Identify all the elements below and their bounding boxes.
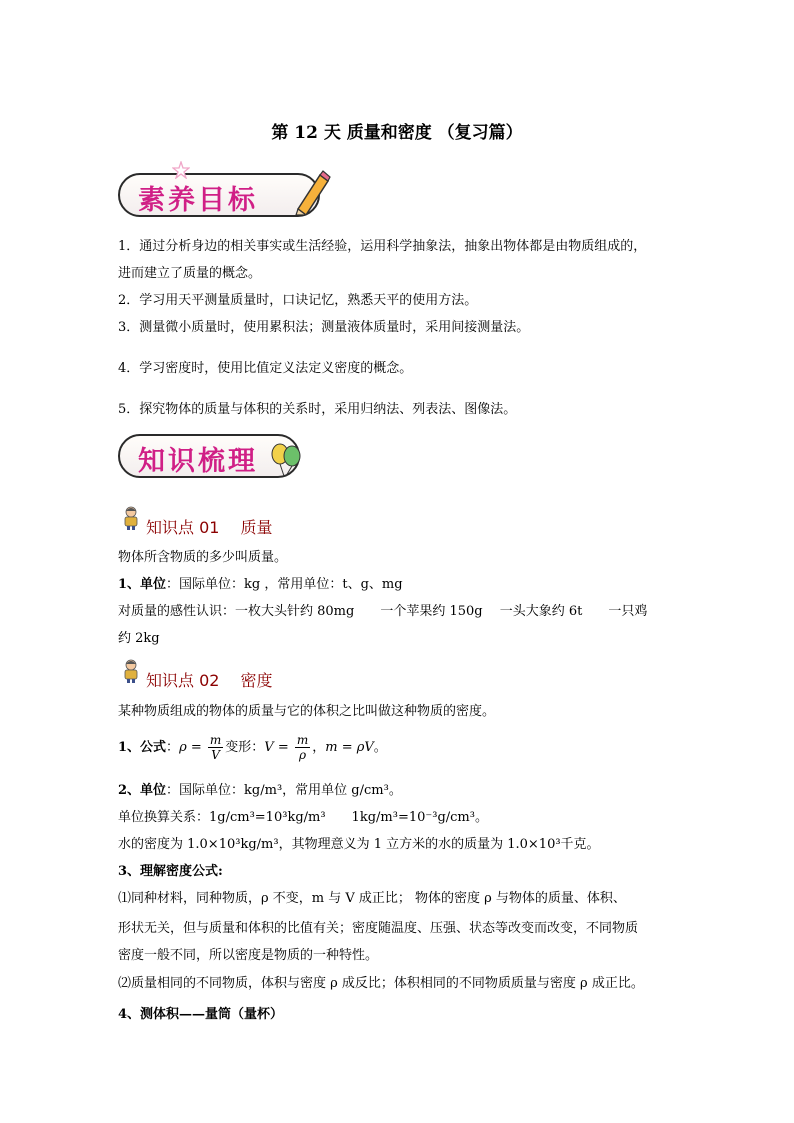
fraction-denominator: V	[211, 748, 220, 762]
kp2-understand-heading: 3、理解密度公式:	[118, 864, 223, 879]
fraction-2-denominator: ρ	[299, 748, 307, 762]
kp1-definition: 物体所含物质的多少叫质量。	[118, 550, 288, 565]
balloons-icon	[268, 440, 304, 478]
kp2-point1-line-2: 形状无关，但与质量和体积的比值有关；密度随温度、压强、状态等改变而改变，不同物质	[118, 921, 639, 936]
pencil-icon	[290, 169, 332, 215]
goals-banner	[118, 173, 320, 217]
star-icon	[172, 161, 190, 179]
kp1-unit-label: 1、单位	[118, 577, 167, 592]
kp1-sense-line-1: 对质量的感性认识：一枚大头针约 80mg 一个苹果约 150g 一头大象约 6t 一只鸡	[118, 604, 648, 619]
kp2-point1-line-1: ⑴同种材料，同种物质，ρ 不变，m 与 V 成正比； 物体的密度 ρ 与物体的质量、体积、	[118, 891, 626, 906]
teacher-icon	[121, 659, 141, 683]
formula-fraction	[208, 733, 223, 762]
goal-line-1: 1．通过分析身边的相关事实或生活经验，运用科学抽象法，抽象出物体都是由物质组成的，	[118, 239, 647, 254]
formula-colon: ：	[166, 740, 180, 755]
formula-comma: ，	[312, 740, 326, 755]
formula-eq-2: =	[273, 740, 293, 755]
fraction-numerator: m	[209, 733, 222, 747]
kp2-point2: ⑵质量相同的不同物质，体积与密度 ρ 成反比；体积相同的不同物质质量与密度 ρ 成正比。	[118, 976, 644, 991]
kp2-heading: 知识点 02 密度	[146, 671, 273, 690]
formula-eq: =	[186, 740, 206, 755]
kp1-unit-text: ：国际单位：kg ，常用单位：t、g、mg	[166, 577, 403, 592]
formula-v: V	[264, 740, 274, 755]
goal-line-2: 进而建立了质量的概念。	[118, 266, 262, 281]
kp2-unit	[118, 782, 402, 800]
kp2-unit-conversion: 单位换算关系：1g/cm³=10³kg/m³ 1kg/m³=10⁻³g/cm³。	[118, 810, 488, 825]
kp2-unit-label: 2、单位	[118, 783, 167, 798]
goal-line-5: 4．学习密度时，使用比值定义法定义密度的概念。	[118, 361, 413, 376]
page-title: 第 12 天 质量和密度 （复习篇）	[271, 123, 523, 143]
goals-banner-text: 素养目标	[138, 185, 258, 216]
kp1-unit	[118, 576, 403, 594]
kp1-heading: 知识点 01 质量	[146, 518, 273, 537]
formula-fraction-2	[295, 733, 310, 762]
kp2-point1-line-3: 密度一般不同，所以密度是物质的一种特性。	[118, 948, 379, 963]
knowledge-banner	[118, 434, 300, 478]
kp1-sense-line-2: 约 2kg	[118, 631, 160, 646]
teacher-icon	[121, 506, 141, 530]
kp2-volume-heading: 4、测体积——量筒（量杯）	[118, 1007, 284, 1022]
goal-line-4: 3．测量微小质量时，使用累积法；测量液体质量时，采用间接测量法。	[118, 320, 530, 335]
fraction-2-numerator: m	[296, 733, 309, 747]
kp2-water-density: 水的密度为 1.0×10³kg/m³，其物理意义为 1 立方米的水的质量为 1.0×10³千克。	[118, 837, 600, 852]
formula-deform-label: 变形：	[225, 740, 265, 755]
kp2-formula	[118, 731, 387, 765]
knowledge-banner-text: 知识梳理	[138, 446, 258, 477]
kp2-unit-text: ：国际单位：kg/m³，常用单位 g/cm³。	[166, 783, 402, 798]
formula-m-rho-v: m = ρV	[325, 740, 374, 755]
formula-label: 1、公式	[118, 740, 167, 755]
goal-line-3: 2．学习用天平测量质量时，口诀记忆，熟悉天平的使用方法。	[118, 293, 478, 308]
kp2-definition: 某种物质组成的物体的质量与它的体积之比叫做这种物质的密度。	[118, 704, 496, 719]
goal-line-6: 5．探究物体的质量与体积的关系时，采用归纳法、列表法、图像法。	[118, 402, 517, 417]
formula-rho: ρ	[179, 740, 187, 755]
formula-period: 。	[373, 740, 387, 755]
